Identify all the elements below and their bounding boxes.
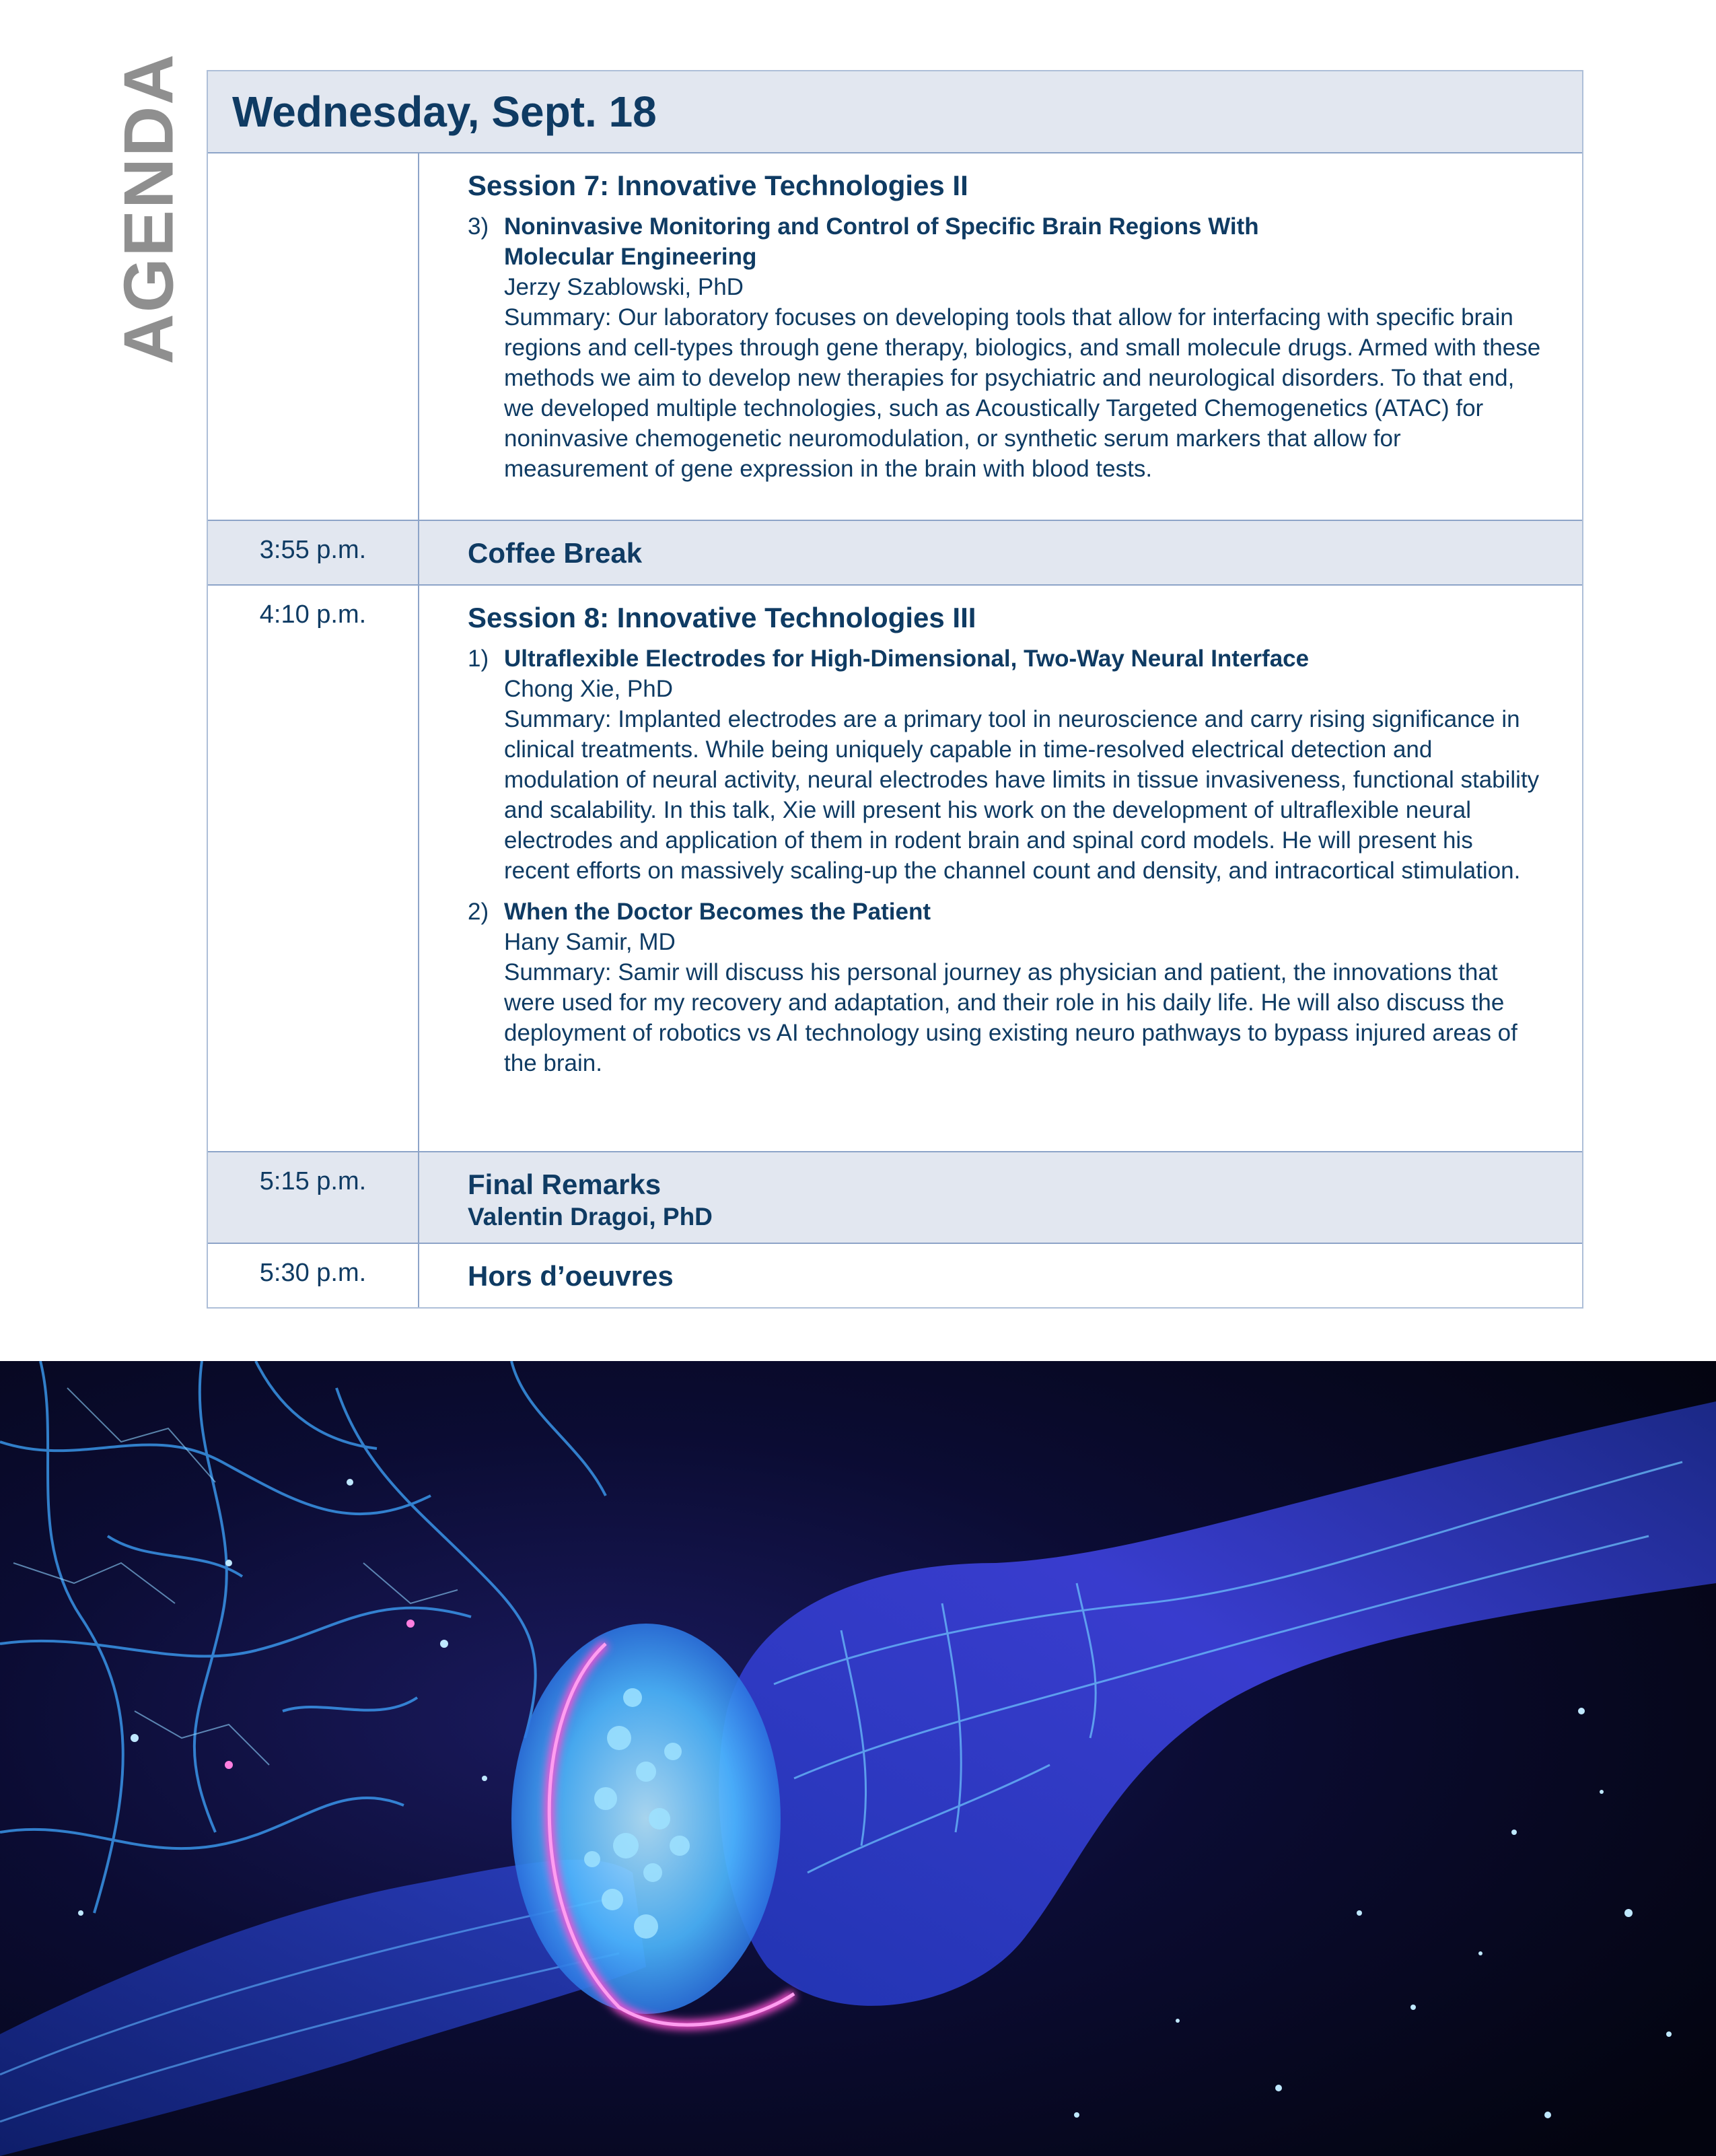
day-title: Wednesday, Sept. 18 xyxy=(232,88,657,136)
talk-summary: Summary: Samir will discuss his personal journey as physician and patient, the innovations that were used for my recovery and adaptation, and their role in his daily life. He will also discuss the deployment of robotics vs AI technology using existing neuro pathways to bypass injured areas of the brain. xyxy=(504,959,1517,1076)
talk-body xyxy=(504,211,1542,484)
agenda-table xyxy=(207,70,1583,1309)
agenda-row-final-remarks xyxy=(208,1152,1582,1244)
break-title: Coffee Break xyxy=(468,537,643,569)
final-remarks-title: Final Remarks xyxy=(468,1169,662,1200)
talk-body xyxy=(504,897,1542,1078)
agenda-row-session7 xyxy=(208,153,1582,521)
talk-speaker: Chong Xie, PhD xyxy=(504,676,673,702)
row-content xyxy=(419,521,1582,584)
talk-number: 1) xyxy=(468,646,489,672)
talk-item xyxy=(468,211,1542,484)
row-content xyxy=(419,1244,1582,1307)
final-remarks-speaker: Valentin Dragoi, PhD xyxy=(468,1203,713,1230)
talk-number: 3) xyxy=(468,213,489,240)
session-title: Session 7: Innovative Technologies II xyxy=(468,170,968,201)
agenda-row-hors-doeuvres xyxy=(208,1244,1582,1307)
session-title: Session 8: Innovative Technologies III xyxy=(468,602,976,633)
talk-body xyxy=(504,644,1542,886)
day-header xyxy=(208,71,1582,153)
talk-title: Noninvasive Monitoring and Control of Specific Brain Regions With Molecular Engineering xyxy=(504,213,1259,270)
talk-item xyxy=(468,897,1542,1078)
hors-doeuvres-title: Hors d’oeuvres xyxy=(468,1260,674,1292)
row-content xyxy=(419,1152,1582,1243)
row-content xyxy=(419,586,1582,1151)
row-time: 3:55 p.m. xyxy=(208,521,419,584)
agenda-row-coffee-break xyxy=(208,521,1582,586)
talk-speaker: Jerzy Szablowski, PhD xyxy=(504,274,744,300)
agenda-side-label xyxy=(110,53,188,365)
row-time xyxy=(208,153,419,520)
row-time: 5:15 p.m. xyxy=(208,1152,419,1243)
talk-number: 2) xyxy=(468,899,489,925)
neuron-synapse-image xyxy=(0,1361,1716,2156)
talk-title: Ultraflexible Electrodes for High-Dimensional, Two-Way Neural Interface xyxy=(504,646,1310,672)
talk-item xyxy=(468,644,1542,886)
row-content xyxy=(419,153,1582,520)
row-time: 4:10 p.m. xyxy=(208,586,419,1151)
synapse-illustration xyxy=(0,1361,1716,2156)
row-time: 5:30 p.m. xyxy=(208,1244,419,1307)
talk-summary: Summary: Implanted electrodes are a primary tool in neuroscience and carry rising significance in clinical treatments. While being uniquely capable in time-resolved electrical detection and modulation of neural activity, neural electrodes have limits in tissue invasiveness, functional stability and scalability. In this talk, Xie will present his work on the development of ultraflexible neural electrodes and application of them in rodent brain and spinal cord models. He will present his recent efforts on massively scaling-up the channel count and density, and intracortical stimulation. xyxy=(504,706,1540,884)
talk-summary: Summary: Our laboratory focuses on developing tools that allow for interfacing with specific brain regions and cell-types through gene therapy, biologics, and small molecule drugs. Armed with these methods we aim to develop new therapies for psychiatric and neurological disorders. To that end, we developed multiple technologies, such as Acoustically Targeted Chemogenetics (ATAC) for noninvasive chemogenetic neuromodulation, or synthetic serum markers that allow for measurement of gene expression in the brain with blood tests. xyxy=(504,304,1541,482)
talk-title: When the Doctor Becomes the Patient xyxy=(504,899,931,925)
agenda-row-session8 xyxy=(208,586,1582,1152)
talk-speaker: Hany Samir, MD xyxy=(504,929,676,955)
agenda-side-label-text: AGENDA xyxy=(110,53,188,365)
